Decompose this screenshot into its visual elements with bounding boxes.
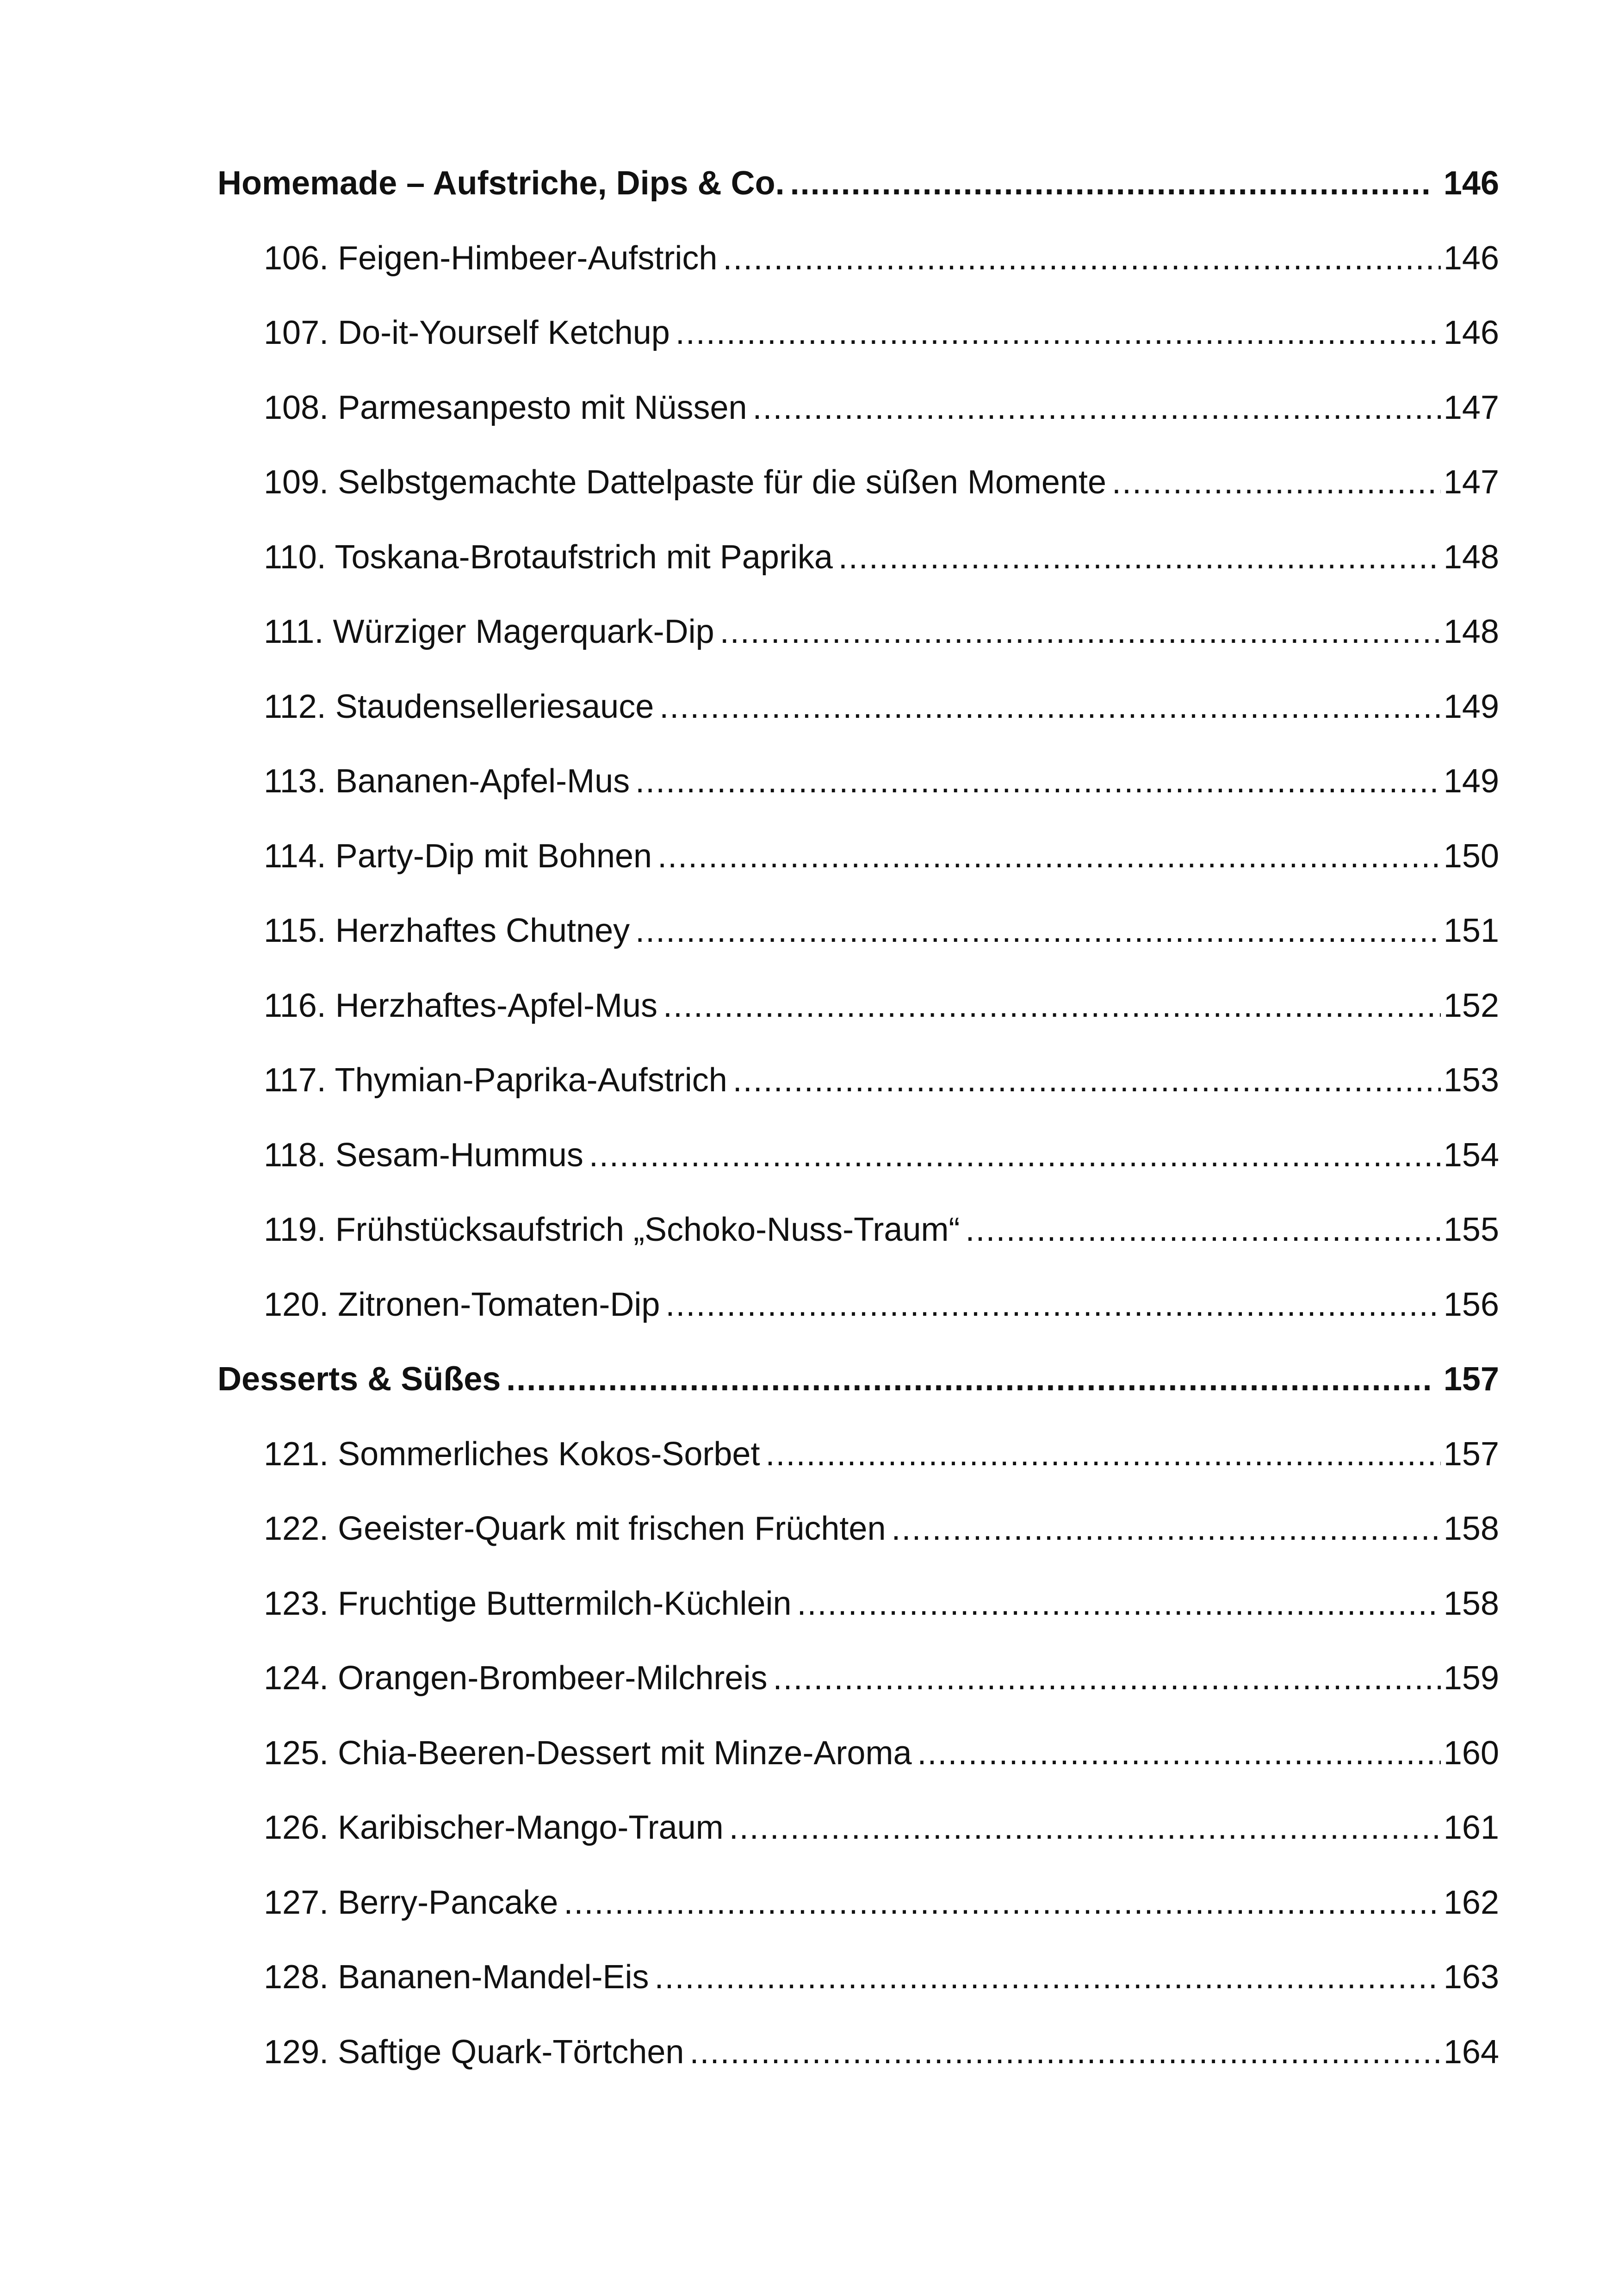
dot-leader xyxy=(635,912,1441,950)
entry-title: 113. Bananen-Apfel-Mus xyxy=(264,763,630,800)
entry-page-number: 148 xyxy=(1443,613,1499,650)
entry-page-number: 147 xyxy=(1443,389,1499,426)
section-title: Desserts & Süßes xyxy=(217,1361,501,1398)
dot-leader xyxy=(1112,463,1441,501)
entry-page-number: 149 xyxy=(1443,688,1499,725)
entry-page-number: 164 xyxy=(1443,2033,1499,2071)
entry-title: 114. Party-Dip mit Bohnen xyxy=(264,837,652,875)
entry-title: 117. Thymian-Paprika-Aufstrich xyxy=(264,1062,727,1099)
entry-page-number: 149 xyxy=(1443,763,1499,800)
dot-leader xyxy=(773,1659,1440,1697)
entry-page-number: 154 xyxy=(1443,1136,1499,1174)
dot-leader xyxy=(589,1136,1441,1174)
toc-entry[interactable] xyxy=(217,987,1499,1062)
entry-page-number: 147 xyxy=(1443,464,1499,501)
entry-title: 116. Herzhaftes-Apfel-Mus xyxy=(264,987,658,1024)
entry-title: 127. Berry-Pancake xyxy=(264,1884,558,1921)
toc-entry[interactable] xyxy=(217,1061,1499,1136)
entry-title: 125. Chia-Beeren-Dessert mit Minze-Aroma xyxy=(264,1734,912,1772)
entry-title: 121. Sommerliches Kokos-Sorbet xyxy=(264,1435,760,1473)
entry-page-number: 161 xyxy=(1443,1809,1499,1846)
dot-leader xyxy=(790,164,1431,202)
dot-leader xyxy=(506,1360,1431,1398)
section-page-number: 157 xyxy=(1443,1361,1499,1398)
toc-entry[interactable] xyxy=(217,1659,1499,1734)
entry-title: 120. Zitronen-Tomaten-Dip xyxy=(264,1286,660,1323)
toc-entry[interactable] xyxy=(217,837,1499,912)
dot-leader xyxy=(657,837,1441,875)
dot-leader xyxy=(635,762,1441,800)
dot-leader xyxy=(917,1734,1440,1772)
dot-leader xyxy=(753,389,1441,427)
entry-page-number: 159 xyxy=(1443,1660,1499,1697)
entry-title: 129. Saftige Quark-Törtchen xyxy=(264,2033,684,2071)
section-title: Homemade – Aufstriche, Dips & Co. xyxy=(217,165,785,202)
dot-leader xyxy=(729,1809,1441,1847)
toc-entry[interactable] xyxy=(217,762,1499,837)
entry-title: 106. Feigen-Himbeer-Aufstrich xyxy=(264,239,718,277)
entry-title: 124. Orangen-Brombeer-Milchreis xyxy=(264,1660,768,1697)
toc-entry[interactable] xyxy=(217,1809,1499,1884)
entry-title: 115. Herzhaftes Chutney xyxy=(264,912,630,949)
toc-entry[interactable] xyxy=(217,1211,1499,1286)
toc-entry[interactable] xyxy=(217,1585,1499,1660)
toc-entry[interactable] xyxy=(217,389,1499,464)
entry-page-number: 163 xyxy=(1443,1959,1499,1996)
entry-title: 109. Selbstgemachte Dattelpaste für die süßen Momente xyxy=(264,464,1107,501)
dot-leader xyxy=(892,1510,1441,1548)
entry-page-number: 155 xyxy=(1443,1211,1499,1248)
toc-section-heading[interactable] xyxy=(217,164,1499,239)
dot-leader xyxy=(665,1286,1440,1324)
entry-page-number: 162 xyxy=(1443,1884,1499,1921)
toc-entry[interactable] xyxy=(217,1286,1499,1361)
dot-leader xyxy=(564,1884,1441,1922)
entry-title: 110. Toskana-Brotaufstrich mit Paprika xyxy=(264,538,833,576)
entry-title: 111. Würziger Magerquark-Dip xyxy=(264,613,714,650)
dot-leader xyxy=(838,538,1441,576)
dot-leader xyxy=(676,314,1441,352)
toc-entry[interactable] xyxy=(217,2033,1499,2108)
table-of-contents xyxy=(217,164,1499,2108)
toc-entry[interactable] xyxy=(217,314,1499,389)
entry-page-number: 148 xyxy=(1443,538,1499,576)
toc-entry[interactable] xyxy=(217,538,1499,613)
dot-leader xyxy=(723,239,1440,277)
entry-title: 108. Parmesanpesto mit Nüssen xyxy=(264,389,747,426)
entry-page-number: 158 xyxy=(1443,1585,1499,1622)
section-page-number: 146 xyxy=(1443,165,1499,202)
dot-leader xyxy=(720,613,1441,651)
dot-leader xyxy=(733,1061,1441,1099)
dot-leader xyxy=(689,2033,1440,2071)
toc-entry[interactable] xyxy=(217,688,1499,763)
dot-leader xyxy=(965,1211,1440,1249)
dot-leader xyxy=(765,1435,1440,1473)
entry-page-number: 160 xyxy=(1443,1734,1499,1772)
entry-title: 119. Frühstücksaufstrich „Schoko-Nuss-Traum“ xyxy=(264,1211,960,1248)
toc-entry[interactable] xyxy=(217,912,1499,987)
entry-title: 126. Karibischer-Mango-Traum xyxy=(264,1809,724,1846)
dot-leader xyxy=(659,688,1441,726)
toc-entry[interactable] xyxy=(217,1734,1499,1809)
toc-entry[interactable] xyxy=(217,1958,1499,2033)
dot-leader xyxy=(655,1958,1441,1996)
toc-entry[interactable] xyxy=(217,463,1499,538)
toc-entry[interactable] xyxy=(217,1884,1499,1959)
entry-page-number: 157 xyxy=(1443,1435,1499,1473)
entry-title: 118. Sesam-Hummus xyxy=(264,1136,583,1174)
toc-entry[interactable] xyxy=(217,1510,1499,1585)
entry-title: 107. Do-it-Yourself Ketchup xyxy=(264,314,670,351)
toc-entry[interactable] xyxy=(217,1136,1499,1211)
entry-page-number: 150 xyxy=(1443,837,1499,875)
entry-title: 122. Geeister-Quark mit frischen Früchten xyxy=(264,1510,886,1547)
entry-page-number: 146 xyxy=(1443,314,1499,351)
entry-title: 123. Fruchtige Buttermilch-Küchlein xyxy=(264,1585,792,1622)
toc-section-heading[interactable] xyxy=(217,1360,1499,1435)
entry-title: 112. Staudenselleriesauce xyxy=(264,688,654,725)
toc-entry[interactable] xyxy=(217,1435,1499,1510)
entry-page-number: 153 xyxy=(1443,1062,1499,1099)
entry-page-number: 152 xyxy=(1443,987,1499,1024)
toc-entry[interactable] xyxy=(217,239,1499,314)
dot-leader xyxy=(663,987,1441,1025)
entry-page-number: 156 xyxy=(1443,1286,1499,1323)
dot-leader xyxy=(797,1585,1441,1623)
toc-entry[interactable] xyxy=(217,613,1499,688)
entry-page-number: 151 xyxy=(1443,912,1499,949)
entry-page-number: 158 xyxy=(1443,1510,1499,1547)
entry-title: 128. Bananen-Mandel-Eis xyxy=(264,1959,649,1996)
entry-page-number: 146 xyxy=(1443,239,1499,277)
